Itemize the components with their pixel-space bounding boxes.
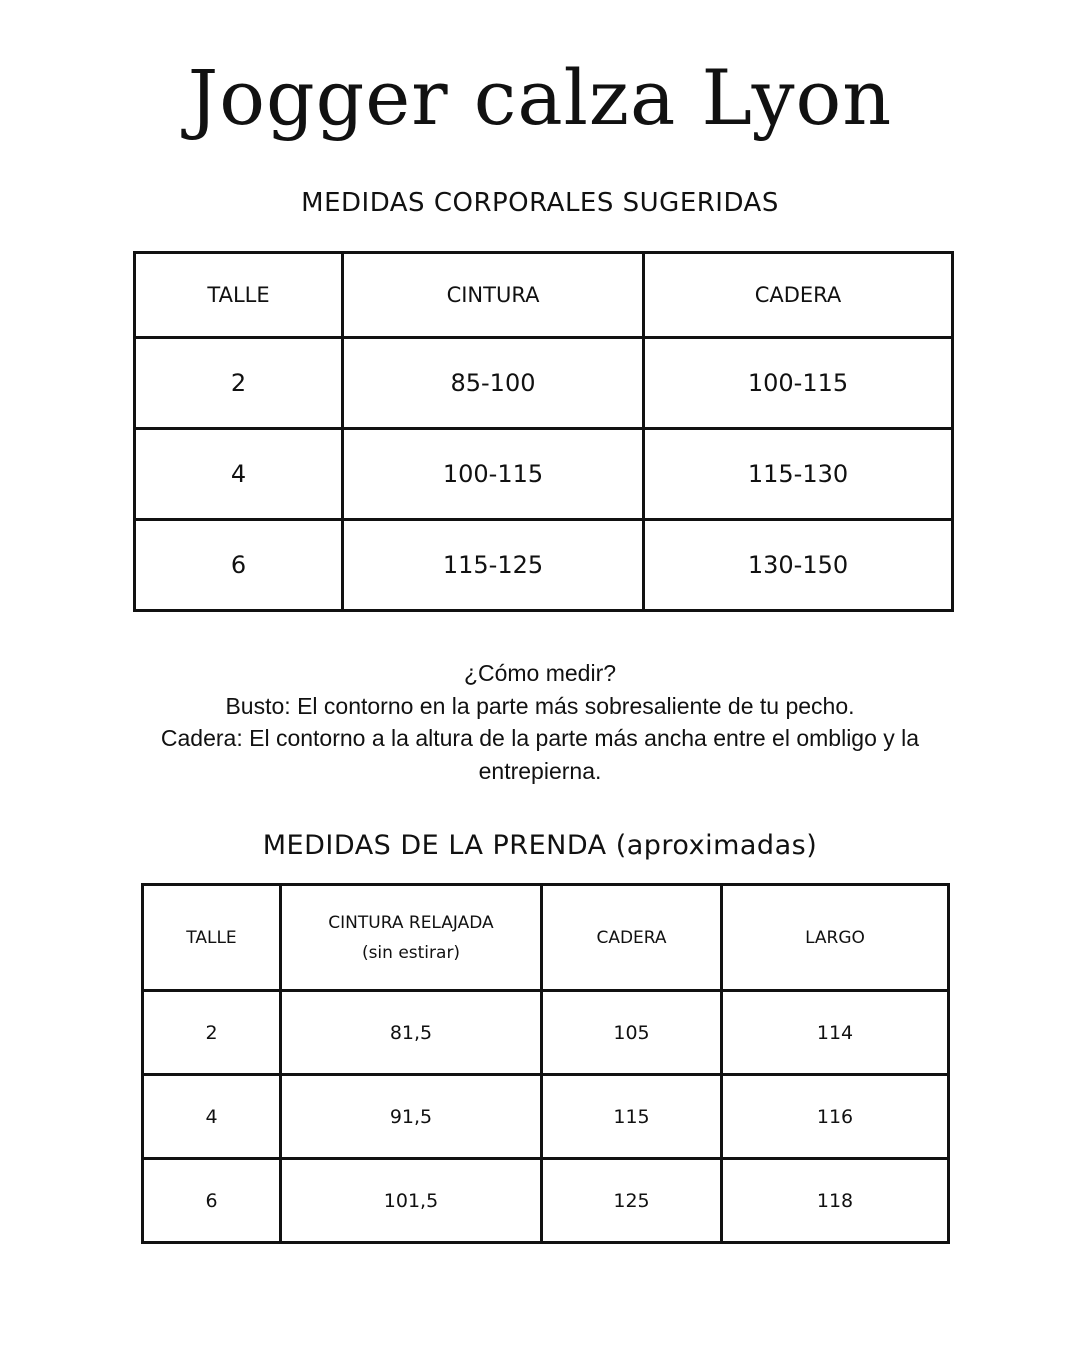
header-largo: LARGO bbox=[722, 885, 949, 991]
cell-talle: 4 bbox=[143, 1075, 281, 1159]
cell-largo: 116 bbox=[722, 1075, 949, 1159]
table-header-row bbox=[135, 253, 953, 338]
cell-talle: 6 bbox=[143, 1159, 281, 1243]
cell-cintura: 81,5 bbox=[281, 991, 542, 1075]
cell-largo: 114 bbox=[722, 991, 949, 1075]
header-cadera: CADERA bbox=[644, 253, 953, 338]
header-cintura: CINTURA bbox=[343, 253, 644, 338]
body-measurements-heading: MEDIDAS CORPORALES SUGERIDAS bbox=[301, 188, 779, 218]
cell-cadera: 115-130 bbox=[644, 429, 953, 520]
how-to-measure-busto: Busto: El contorno en la parte más sobresaliente de tu pecho. bbox=[225, 692, 855, 719]
how-to-measure bbox=[130, 657, 950, 787]
table-row bbox=[135, 338, 953, 429]
body-measurements-table bbox=[133, 251, 954, 612]
cell-cintura: 101,5 bbox=[281, 1159, 542, 1243]
how-to-measure-cadera: Cadera: El contorno a la altura de la parte más ancha entre el ombligo y la entrepierna. bbox=[160, 725, 920, 784]
cell-cadera: 130-150 bbox=[644, 520, 953, 611]
cell-largo: 118 bbox=[722, 1159, 949, 1243]
cell-cadera: 105 bbox=[542, 991, 722, 1075]
header-talle: TALLE bbox=[135, 253, 343, 338]
header-cintura-note: (sin estirar) bbox=[361, 942, 461, 963]
table-row bbox=[143, 991, 949, 1075]
page-title: Jogger calza Lyon bbox=[187, 53, 893, 142]
header-cintura-relajada bbox=[281, 885, 542, 991]
garment-measurements-table bbox=[141, 883, 950, 1244]
cell-talle: 6 bbox=[135, 520, 343, 611]
cell-cintura: 115-125 bbox=[343, 520, 644, 611]
cell-cintura: 91,5 bbox=[281, 1075, 542, 1159]
header-cintura-label: CINTURA RELAJADA bbox=[328, 912, 494, 933]
cell-talle: 4 bbox=[135, 429, 343, 520]
table-row bbox=[143, 1075, 949, 1159]
table-row bbox=[135, 429, 953, 520]
header-talle: TALLE bbox=[143, 885, 281, 991]
cell-cadera: 125 bbox=[542, 1159, 722, 1243]
cell-cintura: 100-115 bbox=[343, 429, 644, 520]
how-to-measure-title: ¿Cómo medir? bbox=[463, 660, 617, 686]
cell-cintura: 85-100 bbox=[343, 338, 644, 429]
garment-measurements-heading: MEDIDAS DE LA PRENDA (aproximadas) bbox=[262, 830, 818, 861]
table-row bbox=[135, 520, 953, 611]
table-header-row bbox=[143, 885, 949, 991]
cell-talle: 2 bbox=[135, 338, 343, 429]
header-cadera: CADERA bbox=[542, 885, 722, 991]
cell-talle: 2 bbox=[143, 991, 281, 1075]
cell-cadera: 100-115 bbox=[644, 338, 953, 429]
cell-cadera: 115 bbox=[542, 1075, 722, 1159]
table-row bbox=[143, 1159, 949, 1243]
